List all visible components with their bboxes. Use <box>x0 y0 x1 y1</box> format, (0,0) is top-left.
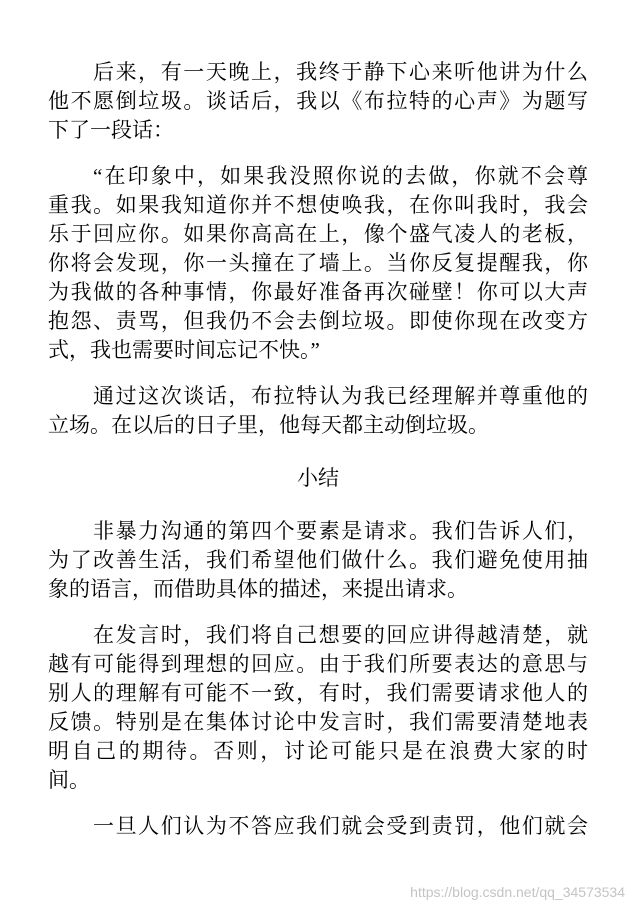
paragraph-line: “在印象中，如果我没照你说的去做，你就不会尊 <box>93 164 588 188</box>
paragraph-line: 立场。在以后的日子里，他每天都主动倒垃圾。 <box>48 413 489 437</box>
paragraph-line: 越有可能得到理想的回应。由于我们所要表达的意思与 <box>48 652 588 676</box>
paragraph-3 <box>48 382 588 440</box>
paragraph-6 <box>48 812 588 841</box>
paragraph-line: 抱怨、责骂，但我仍不会去倒垃圾。即使你现在改变方 <box>48 309 588 333</box>
paragraph-line: 你将会发现，你一头撞在了墙上。当你反复提醒我，你 <box>48 251 588 275</box>
paragraph-line: 乐于回应你。如果你高高在上，像个盛气凌人的老板， <box>48 222 588 246</box>
paragraph-line: 象的语言，而借助具体的描述，来提出请求。 <box>48 577 468 601</box>
section-title: 小结 <box>297 466 339 490</box>
paragraph-line: 式，我也需要时间忘记不快。” <box>48 338 320 362</box>
paragraph-line: 明自己的期待。否则，讨论可能只是在浪费大家的时 <box>48 739 588 763</box>
paragraph-line: 非暴力沟通的第四个要素是请求。我们告诉人们， <box>93 519 588 543</box>
paragraph-line: 一旦人们认为不答应我们就会受到责罚，他们就会 <box>93 814 588 838</box>
paragraph-line: 间。 <box>48 768 90 792</box>
paragraph-line: 后来，有一天晚上，我终于静下心来听他讲为什么 <box>93 60 588 84</box>
paragraph-line: 重我。如果我知道你并不想使唤我，在你叫我时，我会 <box>48 193 588 217</box>
paragraph-line: 为我做的各种事情，你最好准备再次碰壁！你可以大声 <box>48 280 588 304</box>
paragraph-1 <box>48 58 588 145</box>
paragraph-line: 别人的理解有可能不一致，有时，我们需要请求他人的 <box>48 681 588 705</box>
paragraph-2-quote <box>48 162 588 365</box>
paragraph-line: 反馈。特别是在集体讨论中发言时，我们需要清楚地表 <box>48 710 588 734</box>
paragraph-line: 他不愿倒垃圾。谈话后，我以《布拉特的心声》为题写 <box>48 89 588 113</box>
paragraph-5 <box>48 621 588 795</box>
watermark-url: https://blog.csdn.net/qq_34573534 <box>410 884 625 900</box>
paragraph-line: 通过这次谈话，布拉特认为我已经理解并尊重他的 <box>93 384 588 408</box>
paragraph-line: 下了一段话： <box>48 118 174 142</box>
paragraph-line: 在发言时，我们将自己想要的回应讲得越清楚，就 <box>93 623 588 647</box>
document-page <box>48 58 588 858</box>
paragraph-4 <box>48 517 588 604</box>
paragraph-line: 为了改善生活，我们希望他们做什么。我们避免使用抽 <box>48 548 588 572</box>
